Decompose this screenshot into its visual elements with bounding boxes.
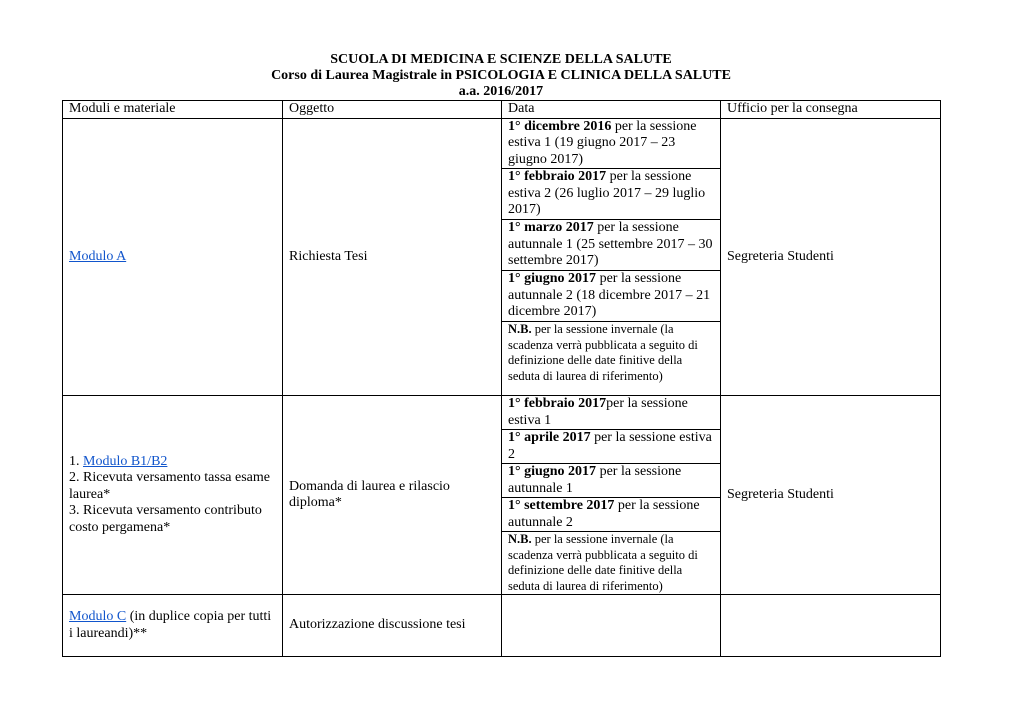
cell-oggetto-domanda-laurea: Domanda di laurea e rilascio diploma* (283, 396, 502, 595)
col-header-moduli: Moduli e materiale (63, 101, 283, 119)
item-1-prefix: 1. (69, 453, 83, 469)
modulo-a-link[interactable]: Modulo A (69, 248, 127, 264)
nb-text: per la sessione invernale (la scadenza verrà pubblicata a seguito di definizione delle date finitive della seduta di laurea di riferimento) (508, 322, 698, 383)
cell-data-empty (502, 595, 721, 657)
col-header-oggetto: Oggetto (283, 101, 502, 119)
deadlines-table (62, 100, 941, 657)
item-1 (69, 454, 276, 471)
col-header-ufficio: Ufficio per la consegna (721, 101, 941, 119)
cell-modulo-c (63, 595, 283, 657)
date-bold: 1° febbraio 2017 (508, 169, 607, 184)
date-text: per la sessione estiva 1 (19 giugno 2017 – 23 giugno 2017) (508, 118, 697, 167)
school-title: SCUOLA DI MEDICINA E SCIENZE DELLA SALUTE (330, 52, 672, 67)
date-bold: 1° giugno 2017 (508, 271, 597, 286)
date-bold: 1° settembre 2017 (508, 498, 615, 513)
date-text: per la sessione autunnale 2 (508, 498, 700, 530)
table-row (63, 595, 941, 657)
item-2: 2. Ricevuta versamento tassa esame laurea* (69, 470, 270, 502)
course-title: Corso di Laurea Magistrale in PSICOLOGIA E CLINICA DELLA SALUTE (271, 68, 731, 83)
date-bold: 1° dicembre 2016 (508, 118, 612, 134)
date-cell (502, 430, 721, 464)
cell-modulo-a (63, 118, 283, 396)
date-bold: 1° giugno 2017 (508, 464, 597, 479)
nb-cell (502, 532, 721, 595)
date-cell (502, 396, 721, 430)
date-cell (502, 271, 721, 322)
date-cell (502, 169, 721, 220)
table-header-row (63, 101, 941, 119)
nb-cell (502, 322, 721, 396)
cell-ufficio: Segreteria Studenti (721, 118, 941, 396)
academic-year: a.a. 2016/2017 (458, 84, 544, 99)
date-text: per la sessione estiva 1 (508, 396, 688, 428)
date-bold: 1° aprile 2017 (508, 430, 591, 445)
date-text: per la sessione autunnale 1 (508, 464, 682, 496)
col-header-data: Data (502, 101, 721, 119)
nb-text: per la sessione invernale (la scadenza verrà pubblicata a seguito di definizione delle date finitive della seduta di laurea di riferimento) (508, 532, 698, 593)
modulo-c-note: (in duplice copia per tutti i laureandi)** (69, 609, 272, 641)
date-cell (502, 464, 721, 498)
cell-ufficio: Segreteria Studenti (721, 396, 941, 595)
item-3: 3. Ricevuta versamento contributo costo pergamena* (69, 503, 262, 535)
table-row (63, 396, 941, 430)
date-cell (502, 118, 721, 169)
nb-label: N.B. (508, 532, 532, 546)
date-text: per la sessione estiva 2 (26 luglio 2017 – 29 luglio 2017) (508, 169, 706, 217)
modulo-c-link[interactable]: Modulo C (69, 609, 127, 624)
date-cell (502, 498, 721, 532)
nb-label: N.B. (508, 322, 532, 336)
modulo-b-link[interactable]: Modulo B1/B2 (83, 453, 168, 469)
cell-oggetto-richiesta-tesi: Richiesta Tesi (283, 118, 502, 396)
date-bold: 1° marzo 2017 (508, 220, 594, 235)
date-text: per la sessione autunnale 1 (25 settembre 2017 – 30 settembre 2017) (508, 220, 713, 268)
date-text: per la sessione estiva 2 (508, 430, 712, 462)
cell-oggetto-autorizzazione: Autorizzazione discussione tesi (283, 595, 502, 657)
date-bold: 1° febbraio 2017 (508, 396, 607, 411)
date-text: per la sessione autunnale 2 (18 dicembre 2017 – 21 dicembre 2017) (508, 271, 711, 319)
date-cell (502, 220, 721, 271)
table-row (63, 118, 941, 169)
cell-modulo-b (63, 396, 283, 595)
cell-ufficio-empty (721, 595, 941, 657)
